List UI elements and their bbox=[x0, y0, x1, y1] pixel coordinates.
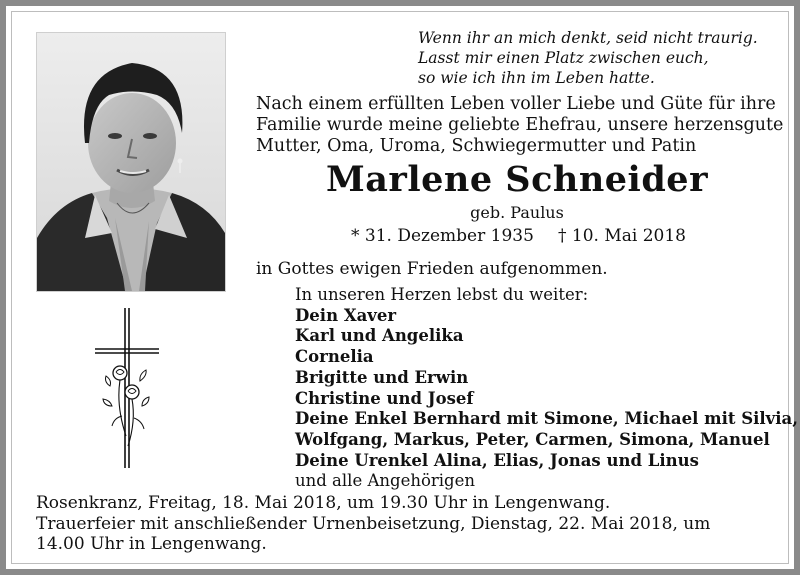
mourner-entry: Deine Enkel Bernhard mit Simone, Michael mit Silvia, bbox=[295, 409, 798, 429]
service-details bbox=[36, 493, 786, 555]
mourners-intro: In unseren Herzen lebst du weiter: bbox=[295, 285, 589, 304]
intro-text bbox=[256, 94, 786, 157]
funeral-info-cont: 14.00 Uhr in Lengenwang. bbox=[36, 534, 267, 554]
portrait-photo bbox=[36, 32, 226, 292]
mourner-entry: Wolfgang, Markus, Peter, Carmen, Simona, Manuel bbox=[295, 429, 770, 449]
mourners-list bbox=[295, 285, 798, 492]
mourner-entry: Dein Xaver bbox=[295, 305, 397, 325]
mourners-closing: und alle Angehörigen bbox=[295, 471, 476, 491]
deceased-name: Marlene Schneider bbox=[325, 159, 709, 200]
birth-date: * 31. Dezember 1935 bbox=[351, 226, 534, 246]
intro-line: Mutter, Oma, Uroma, Schwiegermutter und Patin bbox=[256, 136, 697, 156]
funeral-info: Trauerfeier mit anschließender Urnenbeisetzung, Dienstag, 22. Mai 2018, um bbox=[36, 513, 711, 534]
peace-line: in Gottes ewigen Frieden aufgenommen. bbox=[256, 259, 608, 279]
intro-line: Nach einem erfüllten Leben voller Liebe und Güte für ihre bbox=[256, 94, 776, 114]
quote-line: Wenn ihr an mich denkt, seid nicht traurig. bbox=[418, 29, 758, 47]
mourner-entry: Christine und Josef bbox=[295, 388, 474, 408]
mourner-entry: Brigitte und Erwin bbox=[295, 367, 469, 387]
rosary-info: Rosenkranz, Freitag, 18. Mai 2018, um 19.30 Uhr in Lengenwang. bbox=[36, 493, 611, 513]
portrait-illustration bbox=[37, 33, 225, 291]
death-date: † 10. Mai 2018 bbox=[558, 226, 686, 246]
cross-with-roses-icon bbox=[92, 306, 162, 471]
mourner-entry: Cornelia bbox=[295, 347, 374, 367]
maiden-name: geb. Paulus bbox=[470, 203, 564, 222]
mourner-entry: Deine Urenkel Alina, Elias, Jonas und Linus bbox=[295, 450, 699, 470]
quote-line: so wie ich ihn im Leben hatte. bbox=[418, 69, 655, 87]
mourner-entry: Karl und Angelika bbox=[295, 326, 464, 346]
memorial-quote bbox=[418, 28, 778, 88]
life-dates bbox=[351, 225, 711, 247]
quote-line: Lasst mir einen Platz zwischen euch, bbox=[418, 49, 709, 67]
intro-line: Familie wurde meine geliebte Ehefrau, unsere herzensgute bbox=[256, 115, 784, 135]
